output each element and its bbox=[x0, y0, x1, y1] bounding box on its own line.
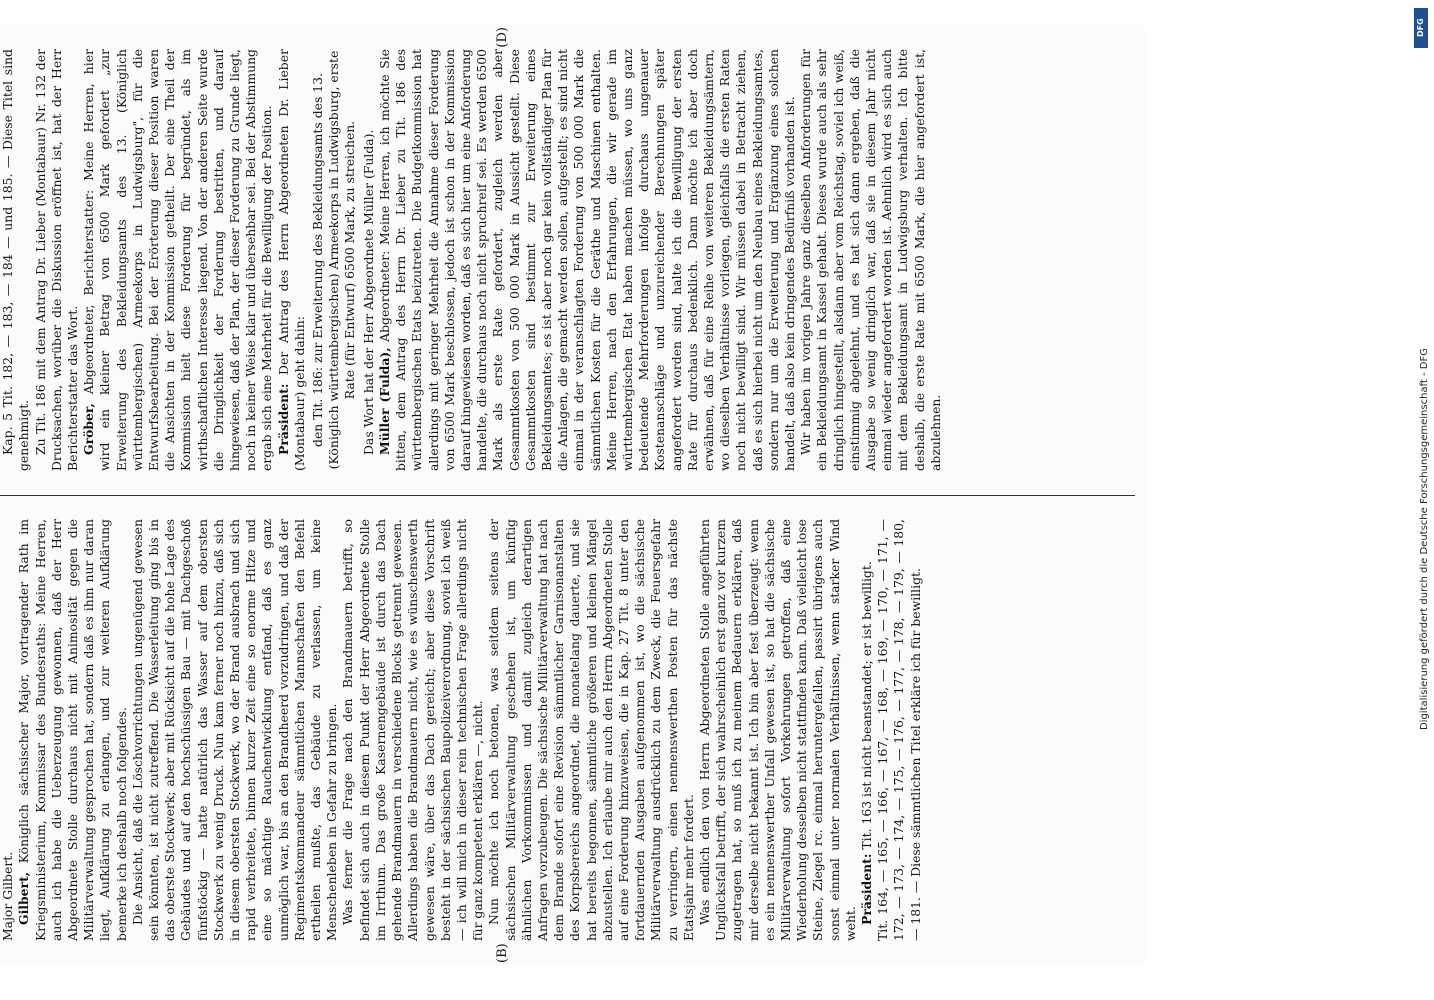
speech-paragraph bbox=[859, 519, 875, 941]
text-paragraph: Wir haben im vorigen Jahre ganz dieselben Anforderungen für ein Bekleidungsamt in Kassel gehabt. Dieses wurde auch als sehr dringlich hingestellt, alsdann aber vom Reichstag, soviel ich weiß, einstimmig abgelehnt, und es hat sich dann ergeben, daß die Ausgabe so wenig dringlich war, daß sie in diesem Jahr nicht einmal wieder angefordert worden ist. Aehnlich wird es sich auch mit dem Bekleidungsamt in Ludwigsburg verhalten. Ich bitte deshalb, die erste Rate mit 6500 Mark, die hier angefordert ist, abzulehnen. bbox=[798, 49, 943, 471]
speaker-name: Müller (Fulda), bbox=[376, 347, 392, 455]
speaker-name: Gilbert, bbox=[16, 871, 32, 925]
speech-paragraph bbox=[81, 49, 275, 471]
text-paragraph: Das Wort hat der Herr Abgeordnete Müller (Fulda). bbox=[360, 129, 376, 455]
speech-paragraph bbox=[0, 519, 16, 941]
motion-text: den Tit. 186: zur Erweiterung des Bekleidungsamts des 13. (Königlich württembergischen) Armeekorps in Ludwigsburg, erste Rate (für Entwurf) 6500 Mark, zu streichen. bbox=[310, 50, 358, 470]
speech-text: Abgeordneter: Meine Herren, ich möchte Sie bitten, dem Antrag des Herrn Dr. Lieber zu Tit. 186 des württembergischen Etats beizutreten. Die Budgetkommission hat allerdings mit geringer Mehrheit die Annahme dieser Forderung von 6500 Mark beschlossen, jedoch ist schon in der Kommission darauf hingewiesen worden, daß es sich hier um eine Anforderung handelte, die durchaus noch nicht spruchreif sei. Es werden 6500 Mark als erste Rate gefordert, zugleich werden aber Gesammtkosten von 500 000 Mark in Aussicht gestellt. Diese Gesammtkosten sind bestimmt zur Erweiterung eines Bekleidungsamtes; es ist aber noch gar kein vollständiger Plan für die Anlagen, die gemacht werden sollen, aufgestellt; es sind nicht einmal in der veranschlagten Forderung von 500 000 Mark die sämmtlichen Kosten für die Geräthe und Maschinen enthalten. Meine Herren, nach den Erfahrungen, die wir gerade im württembergischen Etat haben machen müssen, wo uns ganz bedeutende Mehrforderungen infolge durchaus ungenauer Kostenanschläge und unzureichender Berechnungen später angefordert worden sind, halte ich die Bewilligung der ersten Rate für durchaus bedenklich. Dann möchte ich aber doch erwähnen, daß für eine Reihe von weiteren Bekleidungsämtern, wo dieselben Verhältnisse vorliegen, gleichfalls die ersten Raten noch nicht bewilligt sind. Wir müssen dabei in Betracht ziehen, daß es sich hierbei nicht um den Neubau eines Bekleidungsamtes, sondern nur um die Erweiterung und Ergänzung eines solchen handelt, daß also kein dringendes Bedürfniß vorhanden ist. bbox=[376, 49, 797, 471]
text-paragraph: Zu Tit. 186 mit dem Antrag Dr. Lieber (Montabaur) Nr. 132 der Drucksachen, worüber die Diskussion eröffnet ist, hat der Herr Berichterstatter das Wort. bbox=[32, 49, 81, 471]
speech-paragraph bbox=[377, 49, 798, 471]
speech-paragraph bbox=[16, 519, 129, 941]
left-text-column bbox=[0, 519, 1135, 941]
digitization-note: Digitalisierung gefördert durch die Deutsche Forschungsgemeinschaft - DFG bbox=[1419, 347, 1430, 730]
speech-text: Tit. 163 ist nicht beanstandet; er ist bewilligt. bbox=[858, 561, 874, 854]
text-paragraph: Tit. 164, — 165, — 166, — 167, — 168, — 169, — 170, — 171, — 172, — 173, — 174, — 175, — 176, — 177, — 178, — 179, — 180, — 181. — Diese sämmtlichen Titel erkläre ich für bewilligt. bbox=[875, 519, 923, 941]
speech-text: Der Antrag des Herrn Abgeordneten Dr. Lieber (Montabaur) geht dahin: bbox=[275, 49, 307, 471]
speech-paragraph bbox=[276, 49, 308, 471]
right-text-column bbox=[0, 49, 1135, 471]
text-paragraph: Kap. 5 Tit. 182, — 183, — 184 — und 185. — Diese Titel sind genehmigt. bbox=[0, 49, 32, 471]
speaker-name: Gröber, bbox=[81, 403, 97, 455]
text-paragraph: Nun möchte ich noch betonen, was seitdem seitens der sächsischen Militärverwaltung geschehen ist, um künftig ähnlichen Vorkommnissen und damit zugleich derartigen Anfragen vorzubeugen. Die sächsische Militärverwaltung hat nach dem Brande sofort eine Revision sämmtlicher Garnisonanstalten des Korpsbereichs angeordnet, die monatelang dauerte, und sie hat bereits begonnen, sämmtliche größeren und kleinen Mängel abzustellen. Ich erlaube mir auch den Herrn Abgeordneten Stolle auf eine Forderung hinzuweisen, die in Kap. 27 Tit. 8 unter den fortdauernden Ausgaben aufgenommen ist, wo die sächsische Militärverwaltung ausdrücklich zu dem Zweck, die Feuersgefahr zu verringern, einen nennenswerthen Posten für das nächste Etatsjahr mehr fordert. bbox=[486, 519, 696, 941]
document-page bbox=[0, 25, 1145, 965]
dfg-logo: DFG bbox=[1414, 8, 1428, 48]
text-paragraph: Was ferner die Frage nach den Brandmauern betrifft, so befindet sich auch in diesem Punkt der Herr Abgeordnete Stolle im Irrthum. Das große Kasernengebäude ist durch das Dach gehende Brandmauern in verschiedene Blocks getrennt gewesen. Allerdings haben die Brandmauern nicht, wie es wünschenswerth gewesen wäre, über das Dach gereicht; aber diese Vorschrift besteht in der sächsischen Baupolizeiverordnung, soviel ich weiß — ich will mich in dieser rein technischen Frage allerdings nicht für ganz kompetent erklären —, nicht. bbox=[340, 519, 486, 941]
digitization-sidebar bbox=[1408, 0, 1434, 1000]
text-paragraph: Was endlich den von Herrn Abgeordneten Stolle angeführten Unglücksfall betrifft, der sich wahrscheinlich erst ganz vor kurzem zugetragen hat, so muß ich zu meinem Bedauern erklären, daß mir derselbe nicht bekannt ist. Ich bin aber fest überzeugt: wenn es ein nennenswerther Unfall gewesen ist, so hat die sächsische Militärverwaltung sofort Vorkehrungen getroffen, daß eine Wiederholung desselben nicht stattfinden kann. Daß vielleicht lose Steine, Ziegel rc. einmal heruntergefallen, passirt übrigens auch sonst einmal unter normalen Verhältnissen, wenn starker Wind weht. bbox=[696, 519, 858, 941]
speaker-name: Präsident: bbox=[275, 383, 291, 455]
margin-letter-b: (B) bbox=[495, 943, 510, 963]
speech-text: Major Gilbert. bbox=[0, 851, 16, 941]
speech-text: Abgeordneter, Berichterstatter: Meine Herren, hier wird ein kleiner Betrag von 6500 Mark gefordert „zur Erweiterung des Bekleidungsamts des 13. (Königlich württembergischen) Armeekorps in Ludwigsburg", für die Entwurfsbearbeitung. Bei der Erörterung dieser Position waren die Ansichten in der Kommission getheilt. Der eine Theil der Kommission hielt diese Forderung für begründet, als im wirthschaftlichen Interesse liegend. Von der anderen Seite wurde die Dringlichkeit der Forderung bestritten, und darauf hingewiesen, daß der Plan, der dieser Forderung zu Grunde liegt, noch in keiner Weise klar und übersehbar sei. Bei der Abstimmung ergab sich eine Mehrheit für die Bewilligung der Position. bbox=[81, 49, 275, 471]
text-paragraph: Die Ansicht, daß die Löschvorrichtungen ungenügend gewesen sein könnten, ist nicht zutreffend. Die Wasserleitung ging bis in das oberste Stockwerk; aber mit Rücksicht auf die hohe Lage des Gebäudes und auf den hochschüssigen Bau — mit Dachgeschoß fünfstöckig — hatte natürlich das Wasser auf dem obersten Stockwerk zu wenig Druck. Nun kam ferner noch hinzu, daß sich in diesem obersten Stockwerk, wo der Brand ausbrach und sich rapid verbreitete, binnen kurzer Zeit eine so enorme Hitze und eine so mächtige Rauchentwicklung entfand, daß es ganz unmöglich war, bis an den Brandheerd vorzudringen, und daß der Regimentskommandeur sämmtlichen Mannschaften den Befehl ertheilen mußte, das Gebäude zu verlassen, um keine Menschenleben in Gefahr zu bringen. bbox=[129, 519, 340, 941]
margin-letter-d: (D) bbox=[495, 27, 510, 48]
speaker-name: Präsident: bbox=[858, 853, 874, 925]
column-divider bbox=[0, 495, 1135, 496]
speech-text: Königlich sächsischer Major, vortragender Rath im Kriegsministerium, Kommissar des Bundesraths: Meine Herren, auch ich habe die Ueberzeugung gewonnen, daß der Herr Abgeordnete Stolle durchaus nicht mit Animosität gegen die Militärverwaltung gesprochen hat, sondern daß es ihm nur daran liegt, Aufklärung zu erlangen, und zur weiteren Aufklärung bemerke ich deshalb noch folgendes. bbox=[16, 519, 129, 941]
